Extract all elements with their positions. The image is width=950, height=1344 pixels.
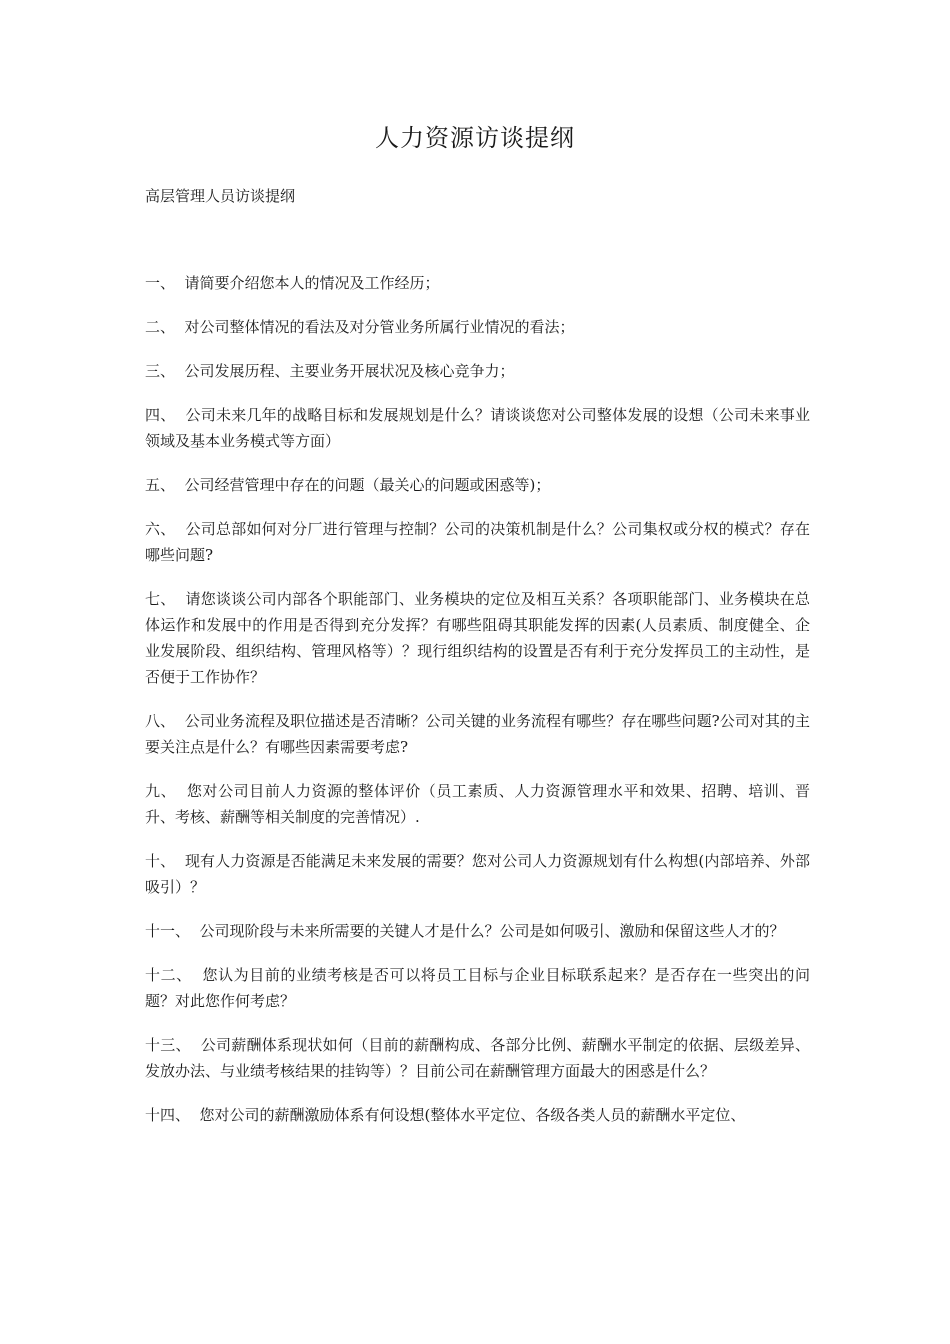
question-text: 公司现阶段与未来所需要的关键人才是什么？公司是如何吸引、激励和保留这些人才的？	[199, 922, 785, 940]
question-text: 公司未来几年的战略目标和发展规划是什么？请谈谈您对公司整体发展的设想（公司未来事业领域及基本业务模式等方面）	[145, 406, 810, 450]
question-number: 七、	[145, 590, 186, 608]
question-text: 您认为目前的业绩考核是否可以将员工目标与企业目标联系起来？是否存在一些突出的问题？对此您作何考虑？	[145, 966, 810, 1010]
question-item	[145, 402, 810, 454]
question-text: 公司经营管理中存在的问题（最关心的问题或困惑等)；	[184, 476, 551, 494]
question-item	[145, 778, 810, 830]
question-item	[145, 848, 810, 900]
document-title: 人力资源访谈提纲	[375, 124, 575, 152]
question-text: 请简要介绍您本人的情况及工作经历；	[184, 274, 440, 292]
question-number: 二、	[145, 318, 185, 336]
question-number: 五、	[145, 476, 185, 494]
question-item	[145, 314, 810, 340]
question-number: 十、	[145, 852, 185, 870]
question-item	[145, 358, 810, 384]
question-text: 对公司整体情况的看法及对分管业务所属行业情况的看法；	[184, 318, 575, 336]
question-number: 三、	[145, 362, 185, 380]
question-number: 六、	[145, 520, 186, 538]
question-text: 公司薪酬体系现状如何（目前的薪酬构成、各部分比例、薪酬水平制定的依据、层级差异、发放办法、与业绩考核结果的挂钩等）？目前公司在薪酬管理方面最大的困惑是什么？	[145, 1036, 810, 1080]
question-number: 一、	[145, 274, 185, 292]
question-text: 公司总部如何对分厂进行管理与控制？公司的决策机制是什么？公司集权或分权的模式？存在哪些问题?	[145, 520, 810, 564]
question-number: 十一、	[145, 922, 200, 940]
question-text: 请您谈谈公司内部各个职能部门、业务模块的定位及相互关系？各项职能部门、业务模块在总体运作和发展中的作用是否得到充分发挥？有哪些阻碍其职能发挥的因素(人员素质、制度健全、企业发展阶段、组织结构、管理风格等）？现行组织结构的设置是否有利于充分发挥员工的主动性，是否便于工作协作？	[145, 590, 810, 686]
question-text: 您对公司目前人力资源的整体评价（员工素质、人力资源管理水平和效果、招聘、培训、晋升、考核、薪酬等相关制度的完善情况）.	[145, 782, 810, 826]
question-number: 十二、	[145, 966, 203, 984]
question-number: 八、	[145, 712, 185, 730]
question-text: 公司业务流程及职位描述是否清晰？公司关键的业务流程有哪些？存在哪些问题?公司对其的主要关注点是什么？有哪些因素需要考虑?	[145, 712, 811, 756]
question-item	[145, 270, 810, 296]
question-item	[145, 586, 810, 690]
question-text: 您对公司的薪酬激励体系有何设想(整体水平定位、各级各类人员的薪酬水平定位、	[199, 1106, 746, 1124]
question-item	[145, 516, 810, 568]
document-subtitle: 高层管理人员访谈提纲	[145, 187, 296, 205]
question-item	[145, 708, 810, 760]
question-item	[145, 472, 810, 498]
question-item	[145, 918, 810, 944]
question-item	[145, 962, 810, 1014]
question-number: 四、	[145, 406, 186, 424]
question-number: 十三、	[145, 1036, 201, 1054]
question-list	[145, 270, 810, 1146]
question-text: 公司发展历程、主要业务开展状况及核心竞争力；	[184, 362, 515, 380]
question-item	[145, 1032, 810, 1084]
question-text: 现有人力资源是否能满足未来发展的需要？您对公司人力资源规划有什么构想(内部培养、外部吸引）？	[145, 852, 810, 896]
question-item	[145, 1102, 810, 1128]
question-number: 九、	[145, 782, 187, 800]
question-number: 十四、	[145, 1106, 200, 1124]
